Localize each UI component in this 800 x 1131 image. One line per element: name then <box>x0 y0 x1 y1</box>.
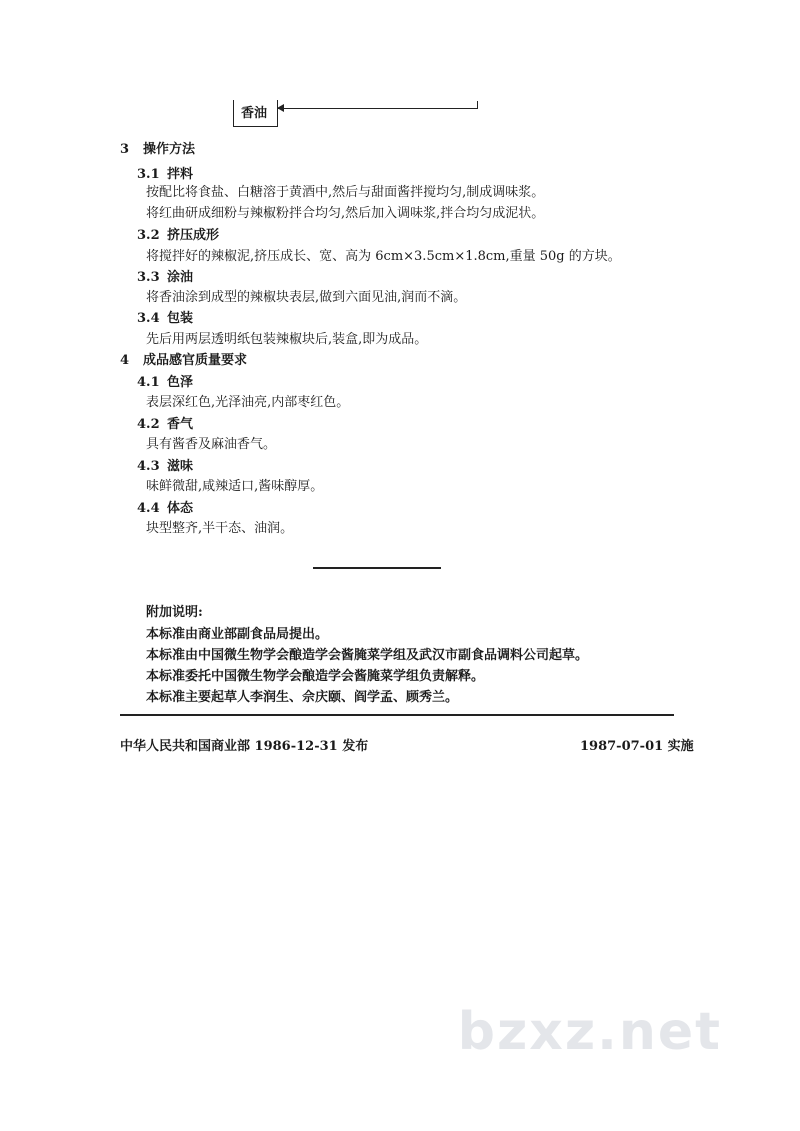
issue-date: 中华人民共和国商业部 1986-12-31 发布 <box>120 739 369 754</box>
subsection-title: 涂油 <box>167 270 194 285</box>
section-title: 成品感官质量要求 <box>143 353 248 368</box>
paragraph-line: 按配比将食盐、白糖溶于黄酒中,然后与甜面酱拌搅均匀,制成调味浆。 <box>146 185 545 200</box>
notes-line: 本标准委托中国微生物学会酿造学会酱腌菜学组负责解释。 <box>146 669 485 684</box>
paragraph-line: 将香油涂到成型的辣椒块表层,做到六面见油,润而不滴。 <box>146 290 467 305</box>
subsection-title: 滋味 <box>167 459 194 474</box>
paragraph-line: 将红曲研成细粉与辣椒粉拌合均匀,然后加入调味浆,拌合均匀成泥状。 <box>146 206 545 221</box>
section-number: 3 <box>120 142 130 157</box>
notes-line: 本标准由中国微生物学会酿造学会酱腌菜学组及武汉市副食品调料公司起草。 <box>146 648 589 663</box>
notes-line: 本标准主要起草人李润生、佘庆颐、阎学孟、顾秀兰。 <box>146 690 459 705</box>
box-left-edge <box>233 100 234 127</box>
subsection-number: 4.4 <box>137 501 160 516</box>
arrow-head-icon <box>277 104 284 112</box>
subsection-number: 3.2 <box>137 228 160 243</box>
paragraph-line: 具有酱香及麻油香气。 <box>146 437 277 452</box>
subsection-title: 拌料 <box>167 167 194 182</box>
subsection-number: 3.1 <box>137 167 160 182</box>
watermark: bzxz.net <box>457 1002 722 1062</box>
subsection-number: 4.1 <box>137 375 160 390</box>
paragraph-line: 块型整齐,半干态、油润。 <box>146 521 294 536</box>
section-end-divider <box>313 567 441 569</box>
section-title: 操作方法 <box>143 142 196 157</box>
section-number: 4 <box>120 353 130 368</box>
box-bottom-edge <box>233 126 278 127</box>
subsection-number: 4.2 <box>137 417 160 432</box>
subsection-title: 香气 <box>167 417 194 432</box>
flow-box-sesame-oil <box>233 98 281 130</box>
subsection-title: 挤压成形 <box>167 228 220 243</box>
footer-rule <box>120 714 674 716</box>
subsection-number: 3.4 <box>137 311 160 326</box>
flow-arrow-tick <box>477 101 478 109</box>
subsection-title: 色泽 <box>167 375 194 390</box>
subsection-number: 4.3 <box>137 459 160 474</box>
notes-heading: 附加说明: <box>146 605 203 620</box>
paragraph-line: 先后用两层透明纸包装辣椒块后,装盒,即为成品。 <box>146 332 428 347</box>
paragraph-line: 味鲜微甜,咸辣适口,酱味醇厚。 <box>146 479 324 494</box>
effective-date: 1987-07-01 实施 <box>580 739 694 754</box>
paragraph-line: 表层深红色,光泽油亮,内部枣红色。 <box>146 395 350 410</box>
box-label: 香油 <box>241 106 268 121</box>
flow-arrow-line <box>278 108 478 109</box>
subsection-number: 3.3 <box>137 270 160 285</box>
subsection-title: 体态 <box>167 501 194 516</box>
paragraph-line: 将搅拌好的辣椒泥,挤压成长、宽、高为 6cm×3.5cm×1.8cm,重量 50g 的方块。 <box>146 249 621 264</box>
subsection-title: 包装 <box>167 311 194 326</box>
notes-line: 本标准由商业部副食品局提出。 <box>146 627 329 642</box>
